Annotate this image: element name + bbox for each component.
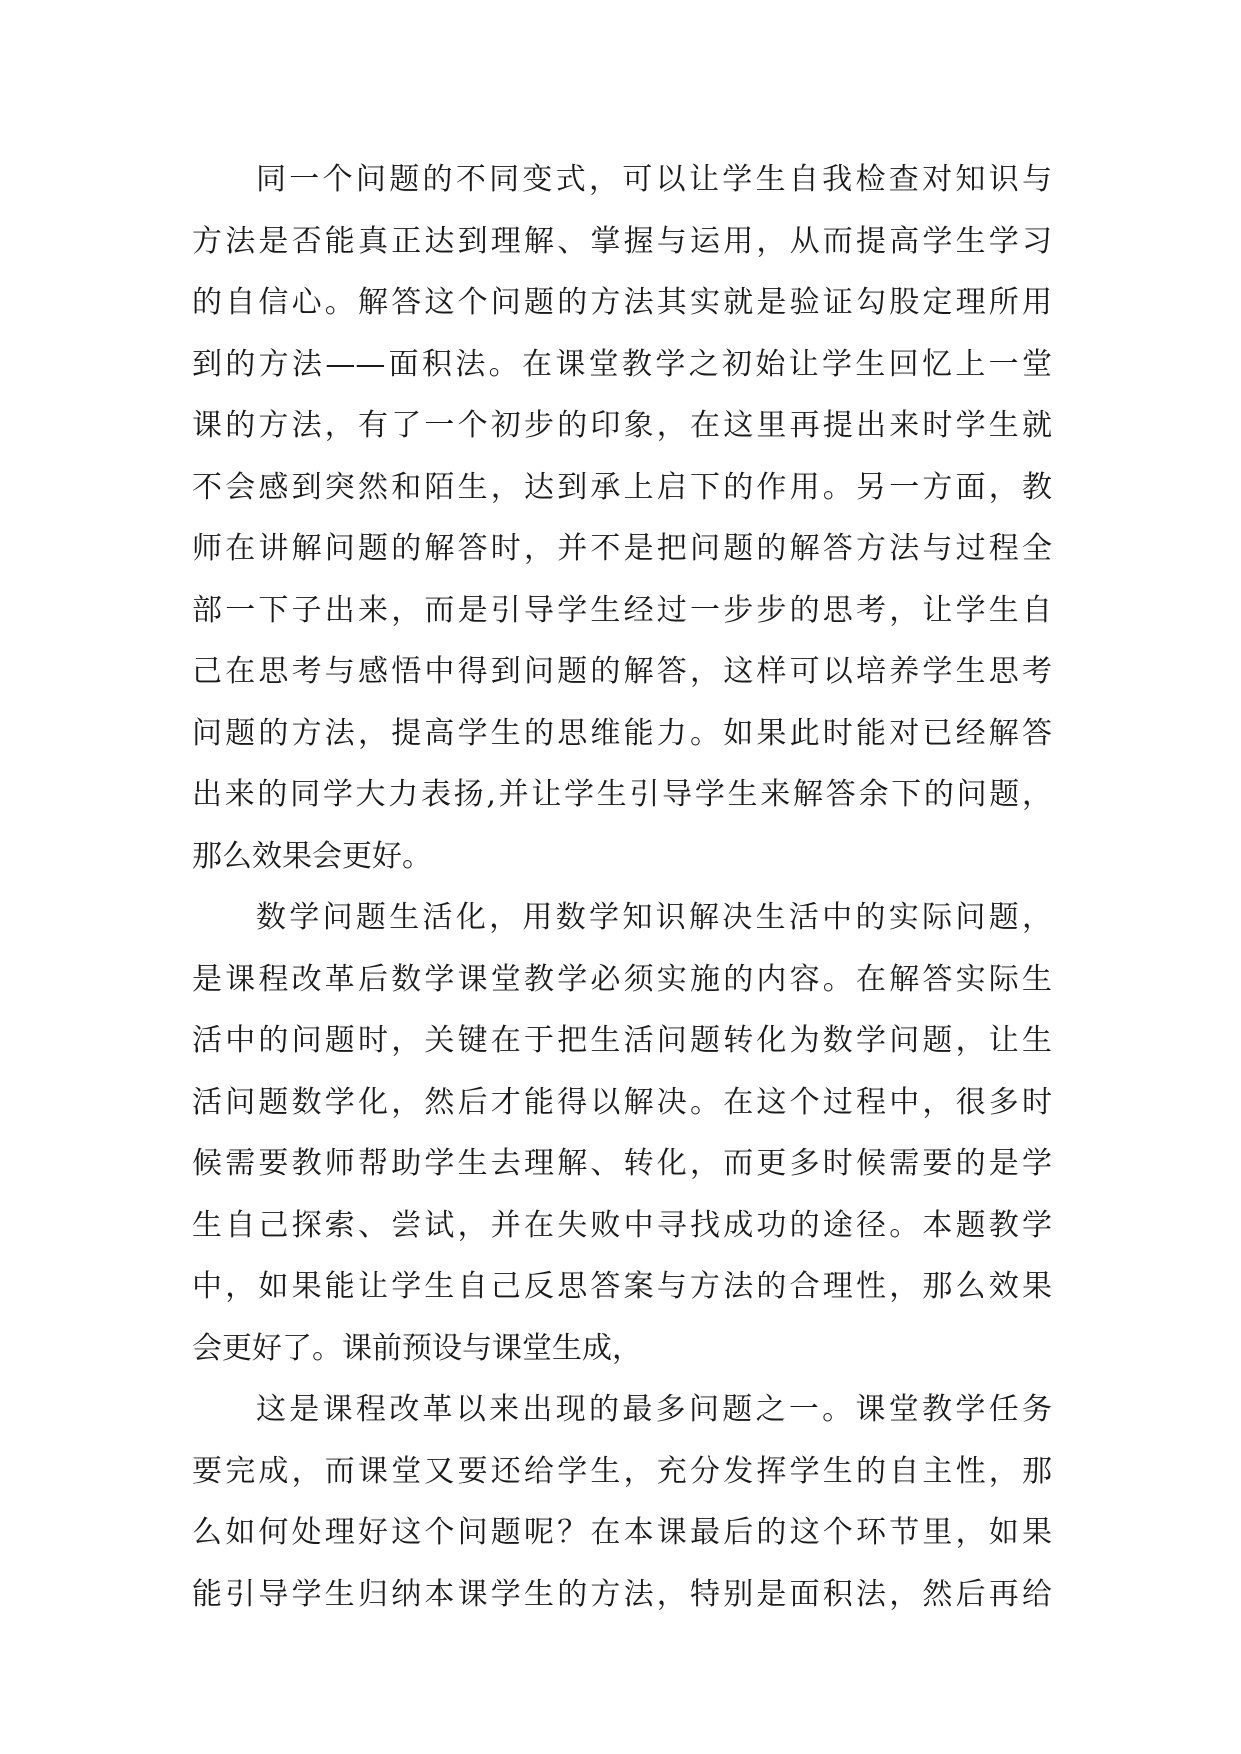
paragraph-1-line-5: 课的方法，有了一个初步的印象，在这里再提出来时学生就 <box>192 408 1052 443</box>
paragraph-3-line-2: 要完成，而课堂又要还给学生，充分发挥学生的自主性，那 <box>192 1453 1052 1489</box>
paragraph-1-line-11: 出来的同学大力表扬,并让学生引导学生来解答余下的问题， <box>192 777 1052 812</box>
paragraph-3-line-4: 能引导学生归纳本课学生的方法，特别是面积法，然后再给 <box>192 1576 1052 1612</box>
paragraph-1-line-10: 问题的方法，提高学生的思维能力。如果此时能对已经解答 <box>192 715 1052 751</box>
paragraph-2-line-5: 候需要教师帮助学生去理解、转化，而更多时候需要的是学 <box>192 1146 1052 1181</box>
paragraph-2-line-1: 数学问题生活化，用数学知识解决生活中的实际问题， <box>256 900 1052 935</box>
paragraph-2-line-8: 会更好了。课前预设与课堂生成， <box>192 1330 642 1366</box>
paragraph-1-line-9: 己在思考与感悟中得到问题的解答，这样可以培养学生思考 <box>192 654 1052 689</box>
paragraph-3-line-3: 么如何处理好这个问题呢？在本课最后的这个环节里，如果 <box>192 1515 1052 1550</box>
paragraph-1-line-1: 同一个问题的不同变式，可以让学生自我检查对知识与 <box>256 162 1052 197</box>
paragraph-2-line-4: 活问题数学化，然后才能得以解决。在这个过程中，很多时 <box>192 1084 1052 1120</box>
paragraph-1-line-4: 到的方法——面积法。在课堂教学之初始让学生回忆上一堂 <box>192 346 1052 382</box>
paragraph-2-line-6: 生自己探索、尝试，并在失败中寻找成功的途径。本题教学 <box>192 1207 1052 1243</box>
body-text <box>192 160 1052 1636</box>
paragraph-3-line-1: 这是课程改革以来出现的最多问题之一。课堂教学任务 <box>256 1392 1052 1427</box>
paragraph-1-line-7: 师在讲解问题的解答时，并不是把问题的解答方法与过程全 <box>192 531 1052 566</box>
paragraph-1-line-2: 方法是否能真正达到理解、掌握与运用，从而提高学生学习 <box>192 223 1052 259</box>
paragraph-1-line-12: 那么效果会更好。 <box>192 838 432 874</box>
paragraph-2-line-2: 是课程改革后数学课堂教学必须实施的内容。在解答实际生 <box>192 961 1052 997</box>
paragraph-2-line-7: 中，如果能让学生自己反思答案与方法的合理性，那么效果 <box>192 1269 1052 1304</box>
paragraph-2-line-3: 活中的问题时，关键在于把生活问题转化为数学问题，让生 <box>192 1023 1052 1058</box>
paragraph-1-line-3: 的自信心。解答这个问题的方法其实就是验证勾股定理所用 <box>192 285 1052 320</box>
paragraph-1-line-8: 部一下子出来，而是引导学生经过一步步的思考，让学生自 <box>192 592 1052 628</box>
paragraph-1-line-6: 不会感到突然和陌生，达到承上启下的作用。另一方面，教 <box>192 469 1052 505</box>
